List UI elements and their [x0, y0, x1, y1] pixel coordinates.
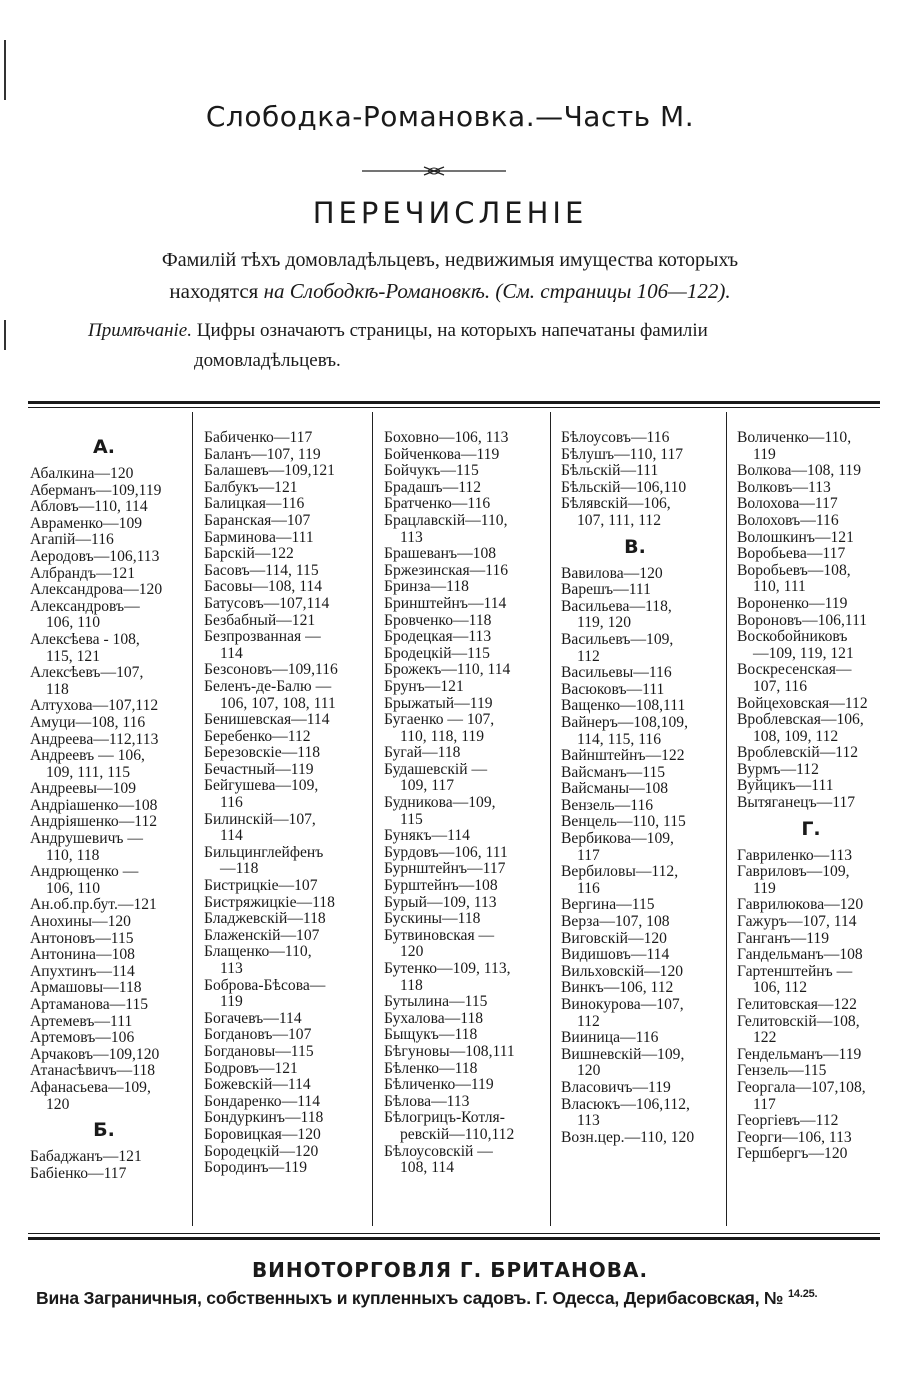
surname-entry: Возн.цер.—110, 120: [561, 1128, 695, 1146]
surname-entry: Бурый—109, 113: [384, 893, 497, 911]
surname-entry: Бржезинская—116: [384, 561, 509, 579]
margin-mark: [4, 40, 6, 100]
entry-continuation: 107, 111, 112: [577, 511, 662, 529]
entry-continuation: 114: [220, 644, 243, 662]
surname-entry: Бугаенко — 107,: [384, 711, 495, 729]
surname-entry: Вороненко—119: [737, 594, 848, 612]
surname-entry: Боровицкая—120: [204, 1125, 321, 1143]
surname-entry: Виговскій—120: [561, 929, 667, 947]
surname-entry: Бладжевскій—118: [204, 910, 326, 928]
entry-continuation: 110, 118: [46, 846, 100, 864]
entry-continuation: 108, 114: [400, 1159, 454, 1177]
surname-entry: Волковъ—113: [737, 478, 831, 496]
entry-continuation: 113: [400, 528, 423, 546]
surname-entry: Братченко—116: [384, 495, 491, 513]
surname-entry: Бодровъ—121: [204, 1059, 298, 1077]
surname-entry: Бѣленко—118: [384, 1059, 478, 1077]
ornament-divider: [362, 164, 506, 178]
surname-entry: Артемевъ—111: [30, 1012, 133, 1030]
surname-entry: Бойчукъ—115: [384, 462, 479, 480]
entry-continuation: 110, 111: [753, 578, 806, 596]
surname-entry: Вербиловы—112,: [561, 863, 679, 881]
entry-continuation: 118: [46, 680, 69, 698]
surname-entry: Бечастный—119: [204, 760, 314, 778]
surname-entry: Билинскій—107,: [204, 810, 316, 828]
surname-entry: Арчаковъ—109,120: [30, 1045, 160, 1063]
surname-entry: Бурнштейнъ—117: [384, 860, 506, 878]
entry-continuation: 113: [577, 1112, 600, 1130]
surname-entry: Вайсманы—108: [561, 780, 669, 798]
surname-entry: Гажуръ—107, 114: [737, 913, 857, 931]
surname-entry: Вороновъ—106,111: [737, 611, 868, 629]
surname-entry: Бѣлушъ—110, 117: [561, 445, 684, 463]
surname-entry: Георги—106, 113: [737, 1128, 852, 1146]
surname-entry: Бухалова—118: [384, 1009, 484, 1027]
surname-entry: Ан.об.пр.бут.—121: [30, 896, 157, 914]
surname-entry: Бѣлоусовскій —: [384, 1142, 493, 1160]
surname-entry: Бутылина—115: [384, 993, 488, 1011]
surname-entry: Волкова—108, 119: [737, 462, 862, 480]
index-column-3: [384, 430, 552, 1177]
section-letter: В.: [624, 535, 646, 558]
surname-entry: Воскресенская—: [737, 661, 852, 679]
surname-entry: Васильевы—116: [561, 664, 672, 682]
surname-entry: Ващенко—108,111: [561, 697, 686, 715]
surname-entry: Брашеванъ—108: [384, 545, 497, 563]
page-title: Слободка-Романовка.—Часть М.: [205, 100, 695, 133]
entry-continuation: 117: [577, 846, 600, 864]
surname-entry: Басовъ—114, 115: [204, 561, 319, 579]
advertisement-number-2: 25.: [802, 1288, 818, 1301]
surname-entry: Алексѣевъ—107,: [30, 664, 144, 682]
entry-continuation: —109, 119, 121: [753, 644, 854, 662]
index-column-4: [561, 430, 729, 1146]
advertisement-line: Вина Заграничныя, собственныхъ и купленныхъ садовъ. Г. Одесса, Дерибасовская, №: [36, 1288, 784, 1308]
surname-entry: Вайнштейнъ—122: [561, 747, 685, 765]
surname-entry: Беребенко—112: [204, 727, 311, 745]
top-rule-thin: [28, 407, 880, 408]
surname-entry: Александровъ—: [30, 597, 140, 615]
surname-entry: Бабіенко—117: [30, 1164, 127, 1182]
surname-entry: Видишовъ—114: [561, 946, 670, 964]
index-column-2: [204, 430, 372, 1177]
surname-entry: Богдановъ—107: [204, 1026, 312, 1044]
surname-entry: Вавилова—120: [561, 564, 663, 582]
surname-entry: Бѣличенко—119: [384, 1076, 494, 1094]
surname-entry: Бродецкая—113: [384, 628, 492, 646]
surname-entry: Воробьева—117: [737, 545, 846, 563]
entry-continuation: 116: [220, 794, 243, 812]
surname-entry: Боброва-Бѣсова—: [204, 976, 326, 994]
section-letter: А.: [93, 436, 115, 458]
entry-continuation: 119: [753, 445, 776, 463]
surname-entry: Апухтинъ—114: [30, 962, 135, 980]
surname-entry: Анохины—120: [30, 913, 131, 931]
surname-entry: Бабаджанъ—121: [30, 1148, 142, 1166]
surname-entry: Аеродовъ—106,113: [30, 547, 160, 565]
surname-entry: Гаврилюкова—120: [737, 896, 864, 914]
column-divider: [372, 412, 373, 1226]
surname-entry: Андрушевичъ —: [30, 830, 143, 848]
surname-entry: Брадашъ—112: [384, 478, 482, 496]
surname-entry: Будникова—109,: [384, 794, 496, 812]
entry-continuation: 106, 110: [46, 614, 100, 632]
surname-entry: Ганганъ—119: [737, 929, 830, 947]
surname-entry: Винокурова—107,: [561, 996, 684, 1013]
surname-entry: Андрющенко —: [30, 863, 139, 881]
surname-entry: Безсоновъ—109,116: [204, 661, 338, 679]
surname-entry: Воличенко—110,: [737, 429, 852, 446]
entry-continuation: 114: [220, 827, 243, 845]
surname-entry: Гелитовская—122: [737, 996, 857, 1013]
surname-entry: Абалкина—120: [30, 465, 134, 482]
surname-entry: Воробьевъ—108,: [737, 561, 851, 579]
surname-entry: Будашевскій —: [384, 760, 488, 778]
surname-entry: Бурштейнъ—108: [384, 877, 498, 895]
surname-entry: Аберманъ—109,119: [30, 481, 162, 499]
surname-entry: Васильевъ—109,: [561, 630, 674, 648]
surname-entry: Балицкая—116: [204, 495, 305, 513]
entry-continuation: —118: [220, 860, 259, 878]
entry-continuation: 107, 116: [753, 677, 807, 695]
surname-entry: Богдановы—115: [204, 1042, 314, 1060]
surname-entry: Варешъ—111: [561, 581, 651, 599]
subtitle-line-2-plain: находятся: [169, 279, 264, 303]
index-column-1: [30, 430, 198, 1182]
surname-entry: Албрандъ—121: [30, 564, 136, 582]
entry-continuation: 122: [753, 1029, 777, 1047]
surname-entry: Андреева—112,113: [30, 730, 159, 748]
entry-continuation: 109, 111, 115: [46, 763, 131, 781]
section-letter: Г.: [801, 817, 821, 840]
surname-entry: Бродецкій—115: [384, 644, 490, 662]
surname-entry: Вишневскій—109,: [561, 1045, 685, 1063]
surname-entry: Балашевъ—109,121: [204, 462, 335, 480]
surname-entry: Бринштейнъ—114: [384, 594, 507, 612]
entry-continuation: 116: [577, 879, 600, 897]
surname-entry: Андріашенко—108: [30, 796, 158, 814]
surname-entry: Брожекъ—110, 114: [384, 661, 511, 679]
surname-entry: Бровченко—118: [384, 611, 492, 629]
surname-entry: Брыжатый—119: [384, 694, 493, 712]
surname-entry: Божевскій—114: [204, 1076, 311, 1094]
surname-entry: Брацлавскій—110,: [384, 511, 508, 529]
surname-entry: Гавриленко—113: [737, 846, 853, 864]
surname-entry: Баланъ—107, 119: [204, 445, 321, 463]
surname-entry: Бейгушева—109,: [204, 777, 319, 795]
surname-entry: Беленъ-де-Балю —: [204, 677, 332, 695]
surname-entry: Бѣлоусовъ—116: [561, 429, 670, 446]
surname-entry: Гензель—115: [737, 1062, 827, 1080]
subtitle-line-1: Фамилій тѣхъ домовладѣльцевъ, недвижимыя имущества которыхъ: [161, 249, 739, 271]
surname-entry: Быщукъ—118: [384, 1026, 478, 1044]
surname-entry: Богачевъ—114: [204, 1009, 302, 1027]
surname-entry: Вуйцикъ—111: [737, 777, 834, 795]
surname-entry: Абловъ—110, 114: [30, 498, 148, 516]
surname-entry: Вербикова—109,: [561, 830, 674, 848]
entry-continuation: 114, 115, 116: [577, 730, 662, 748]
surname-entry: Афанасьева—109,: [30, 1078, 151, 1096]
surname-entry: Вергина—115: [561, 896, 655, 914]
entry-continuation: 119: [220, 993, 243, 1011]
surname-entry: Безпрозванная —: [204, 628, 321, 646]
surname-entry: Армашовы—118: [30, 979, 142, 997]
surname-entry: Гелитовскій—108,: [737, 1012, 860, 1030]
surname-entry: Власовичъ—119: [561, 1078, 671, 1096]
surname-entry: Андреевъ — 106,: [30, 747, 145, 765]
surname-entry: Бородецкій—120: [204, 1142, 319, 1160]
surname-entry: Антоновъ—115: [30, 929, 134, 947]
surname-entry: Вайнеръ—108,109,: [561, 713, 688, 731]
surname-entry: Васильева—118,: [561, 597, 672, 615]
entry-continuation: 120: [46, 1095, 70, 1113]
surname-entry: Антонина—108: [30, 946, 135, 964]
surname-entry: Вроблевская—106,: [737, 711, 864, 729]
entry-continuation: 106, 110: [46, 879, 100, 897]
surname-entry: Бондуркинъ—118: [204, 1109, 324, 1127]
surname-entry: Алексѣева - 108,: [30, 630, 140, 648]
surname-entry: Березовскіе—118: [204, 744, 321, 762]
surname-entry: Бистряжицкіе—118: [204, 893, 335, 911]
surname-entry: Верза—107, 108: [561, 913, 670, 931]
note-text: Цифры означаютъ страницы, на которыхъ напечатаны фамиліи: [191, 320, 708, 341]
surname-entry: Барминова—111: [204, 528, 314, 546]
surname-entry: Артемовъ—106: [30, 1029, 135, 1047]
surname-entry: Вытяганецъ—117: [737, 794, 856, 812]
bottom-rule-thick: [28, 1237, 880, 1240]
surname-entry: Блащенко—110,: [204, 943, 312, 961]
surname-entry: Войцеховская—112: [737, 694, 868, 712]
entry-continuation: 106, 107, 108, 111: [220, 694, 336, 712]
surname-entry: Бильцинглейфенъ: [204, 843, 324, 861]
margin-mark: [4, 320, 6, 350]
surname-entry: Вииница—116: [561, 1029, 659, 1047]
surname-entry: Бѣлявскій—106,: [561, 495, 671, 513]
surname-entry: Безбабный—121: [204, 611, 316, 629]
surname-entry: Вурмъ—112: [737, 760, 819, 778]
surname-entry: Басовы—108, 114: [204, 578, 323, 596]
surname-entry: Авраменко—109: [30, 514, 143, 532]
surname-entry: Блаженскій—107: [204, 926, 320, 944]
surname-entry: Бѣлогрицъ-Котля-: [384, 1109, 505, 1127]
surname-entry: Бурдовъ—106, 111: [384, 843, 508, 861]
surname-entry: Венцель—110, 115: [561, 813, 686, 831]
surname-entry: Георгіевъ—112: [737, 1112, 839, 1130]
surname-entry: Бѣльскій—111: [561, 462, 659, 480]
surname-entry: Бѣгуновы—108,111: [384, 1042, 515, 1060]
surname-entry: Бойченкова—119: [384, 445, 500, 463]
surname-entry: Амуци—108, 116: [30, 713, 146, 731]
surname-entry: Гандельманъ—108: [737, 946, 863, 964]
entry-continuation: 117: [753, 1095, 776, 1113]
surname-entry: Гершбергъ—120: [737, 1145, 848, 1163]
surname-entry: Бондаренко—114: [204, 1092, 321, 1110]
entry-continuation: 109, 117: [400, 777, 454, 795]
surname-entry: Вензель—116: [561, 796, 654, 814]
surname-entry: Андріяшенко—112: [30, 813, 158, 831]
entry-continuation: 118: [400, 976, 423, 994]
surname-entry: Бутвиновская —: [384, 926, 495, 944]
surname-entry: Баранская—107: [204, 511, 311, 529]
surname-entry: Волохова—117: [737, 495, 838, 513]
surname-entry: Батусовъ—107,114: [204, 594, 330, 612]
note-label: Примѣчаніе.: [88, 320, 192, 341]
surname-entry: Георгала—107,108,: [737, 1078, 866, 1096]
surname-entry: Волоховъ—116: [737, 511, 839, 529]
entry-continuation: ревскій—110,112: [400, 1125, 515, 1143]
surname-entry: Власюкъ—106,112,: [561, 1095, 690, 1113]
surname-entry: Воскобойниковъ: [737, 628, 848, 646]
surname-entry: Александрова—120: [30, 581, 163, 599]
surname-entry: Алтухова—107,112: [30, 697, 159, 715]
surname-entry: Вильховскій—120: [561, 962, 684, 980]
entry-continuation: 115, 121: [46, 647, 100, 665]
entry-continuation: 119: [753, 879, 776, 897]
surname-entry: Боховно—106, 113: [384, 429, 509, 446]
entry-continuation: 106, 112: [753, 979, 807, 997]
surname-entry: Балбукъ—121: [204, 478, 298, 496]
surname-entry: Бенишевская—114: [204, 711, 330, 729]
entry-continuation: 108, 109, 112: [753, 727, 839, 745]
surname-entry: Бабиченко—117: [204, 429, 313, 446]
surname-entry: Вайсманъ—115: [561, 763, 666, 781]
entry-continuation: 120: [400, 943, 424, 961]
surname-entry: Брунъ—121: [384, 677, 464, 695]
surname-entry: Бугай—118: [384, 744, 461, 762]
surname-entry: Бускины—118: [384, 910, 481, 928]
advertisement-title: ВИНОТОРГОВЛЯ Г. БРИТАНОВА.: [251, 1258, 649, 1282]
entry-continuation: 113: [220, 960, 243, 977]
entry-continuation: 115: [400, 810, 423, 828]
surname-entry: Бутенко—109, 113,: [384, 960, 511, 977]
surname-entry: Бородинъ—119: [204, 1159, 307, 1177]
section-heading: ПЕРЕЧИСЛЕНІЕ: [312, 196, 588, 230]
entry-continuation: 110, 118, 119: [400, 727, 485, 745]
top-rule-thick: [28, 401, 880, 404]
surname-entry: Андреевы—109: [30, 780, 137, 798]
surname-entry: Бѣльскій—106,110: [561, 478, 687, 496]
surname-entry: Гавриловъ—109,: [737, 863, 850, 881]
subtitle-line-2: [0, 279, 900, 304]
surname-entry: Винкъ—106, 112: [561, 979, 674, 997]
surname-entry: Бринза—118: [384, 578, 469, 596]
surname-entry: Барскій—122: [204, 545, 294, 563]
surname-entry: Васюковъ—111: [561, 680, 665, 698]
section-letter: Б.: [93, 1119, 115, 1142]
surname-entry: Бунякъ—114: [384, 827, 470, 845]
entry-continuation: 120: [577, 1062, 601, 1080]
note-line-2: домовладѣльцевъ.: [194, 350, 341, 371]
surname-entry: Артаманова—115: [30, 996, 149, 1013]
entry-continuation: 119, 120: [577, 614, 631, 632]
surname-entry: Гендельманъ—119: [737, 1045, 862, 1063]
bottom-rule-thin: [28, 1233, 880, 1234]
surname-entry: Вроблевскій—112: [737, 744, 859, 762]
surname-entry: Бѣлова—113: [384, 1092, 470, 1110]
subtitle-line-2-italic: на Слободкѣ-Романовкѣ. (См. страницы 106—122).: [263, 279, 731, 303]
advertisement-text: [36, 1288, 896, 1309]
surname-entry: Атанасѣвичъ—118: [30, 1062, 156, 1080]
entry-continuation: 112: [577, 1012, 600, 1030]
surname-entry: Бистрицкіе—107: [204, 877, 318, 895]
advertisement-number: 14.: [788, 1288, 803, 1301]
entry-continuation: 112: [577, 647, 600, 665]
surname-entry: Волошкинъ—121: [737, 528, 854, 546]
surname-entry: Гартенштейнъ —: [737, 962, 853, 980]
note-line-1: [88, 320, 708, 342]
index-column-5: [737, 430, 900, 1163]
surname-entry: Агапій—116: [30, 531, 114, 549]
